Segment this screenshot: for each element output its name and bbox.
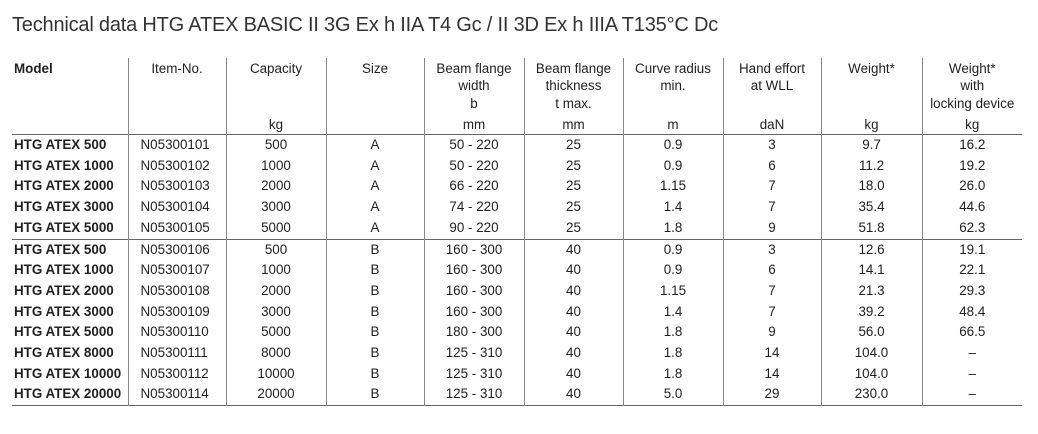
page-title: Technical data HTG ATEX BASIC II 3G Ex h IIA T4 Gc / II 3D Ex h IIIA T135°C Dc [12,14,719,36]
hand-effort-cell: 3 [723,239,821,260]
hand-effort-cell: 6 [723,260,821,281]
item-no-cell: N05300101 [128,135,226,156]
header-weight: Weight* kg [821,58,922,135]
size-cell: B [326,302,424,323]
item-no-cell: N05300106 [128,239,226,260]
hand-effort-cell: 29 [723,384,821,405]
capacity-cell: 5000 [226,322,326,343]
model-cell: HTG ATEX 1000 [14,157,114,173]
weight-locking-cell: 26.0 [922,176,1022,197]
curve-radius-cell: 1.15 [623,281,723,302]
weight-locking-cell: 19.1 [922,239,1022,260]
model-cell: HTG ATEX 500 [14,137,107,152]
flange-thickness-cell: 25 [524,218,623,239]
capacity-cell: 3000 [226,302,326,323]
capacity-cell: 1000 [226,156,326,177]
header-item-no: Item-No. [128,58,226,135]
weight-locking-cell: 22.1 [922,260,1022,281]
model-cell: HTG ATEX 10000 [14,365,122,381]
model-cell: HTG ATEX 8000 [14,345,114,361]
hand-effort-cell: 7 [723,197,821,218]
weight-cell: 51.8 [821,218,922,239]
weight-locking-cell: 66.5 [922,322,1022,343]
table-header-row [12,58,1022,135]
model-cell: HTG ATEX 5000 [14,324,114,340]
hand-effort-cell: 9 [723,322,821,343]
flange-width-cell: 66 - 220 [424,176,524,197]
weight-locking-cell: 62.3 [922,218,1022,239]
weight-locking-cell: 29.3 [922,281,1022,302]
weight-locking-cell: 44.6 [922,197,1022,218]
item-no-cell: N05300112 [128,364,226,385]
weight-cell: 9.7 [821,135,922,156]
model-cell: HTG ATEX 5000 [14,219,114,235]
header-model: Model [14,61,53,76]
table-row [12,260,1022,281]
size-cell: B [326,343,424,364]
flange-width-cell: 50 - 220 [424,135,524,156]
table-row [12,322,1022,343]
capacity-cell: 500 [226,239,326,260]
size-cell: B [326,281,424,302]
model-cell: HTG ATEX 500 [14,241,107,257]
capacity-cell: 5000 [226,218,326,239]
item-no-cell: N05300110 [128,322,226,343]
curve-radius-cell: 1.8 [623,218,723,239]
hand-effort-cell: 14 [723,343,821,364]
weight-cell: 56.0 [821,322,922,343]
hand-effort-cell: 7 [723,176,821,197]
flange-thickness-cell: 40 [524,239,623,260]
table-row [12,302,1022,323]
capacity-cell: 2000 [226,176,326,197]
table-row [12,197,1022,218]
flange-thickness-cell: 40 [524,281,623,302]
weight-locking-cell: 48.4 [922,302,1022,323]
weight-cell: 230.0 [821,384,922,405]
item-no-cell: N05300105 [128,218,226,239]
weight-locking-cell: 19.2 [922,156,1022,177]
weight-cell: 104.0 [821,364,922,385]
hand-effort-cell: 7 [723,281,821,302]
curve-radius-cell: 1.4 [623,197,723,218]
size-cell: A [326,156,424,177]
flange-width-cell: 125 - 310 [424,343,524,364]
flange-thickness-cell: 25 [524,135,623,156]
flange-thickness-cell: 40 [524,322,623,343]
header-capacity: Capacity kg [226,58,326,135]
model-cell: HTG ATEX 3000 [14,199,114,215]
weight-cell: 35.4 [821,197,922,218]
weight-cell: 18.0 [821,176,922,197]
capacity-cell: 10000 [226,364,326,385]
flange-width-cell: 160 - 300 [424,281,524,302]
flange-width-cell: 160 - 300 [424,239,524,260]
table-body [12,135,1022,406]
table-row [12,364,1022,385]
header-hand-effort: Hand effort at WLL daN [723,58,821,135]
item-no-cell: N05300102 [128,156,226,177]
weight-locking-cell: – [922,343,1022,364]
capacity-cell: 3000 [226,197,326,218]
model-cell: HTG ATEX 3000 [14,303,114,319]
table-row [12,239,1022,260]
size-cell: A [326,176,424,197]
model-cell: HTG ATEX 2000 [14,282,114,298]
size-cell: B [326,239,424,260]
item-no-cell: N05300107 [128,260,226,281]
technical-data-table [12,58,1022,406]
weight-locking-cell: – [922,364,1022,385]
table-row [12,135,1022,156]
flange-width-cell: 74 - 220 [424,197,524,218]
item-no-cell: N05300108 [128,281,226,302]
weight-cell: 21.3 [821,281,922,302]
weight-cell: 39.2 [821,302,922,323]
flange-width-cell: 90 - 220 [424,218,524,239]
flange-width-cell: 160 - 300 [424,260,524,281]
flange-width-cell: 160 - 300 [424,302,524,323]
capacity-cell: 500 [226,135,326,156]
size-cell: A [326,135,424,156]
item-no-cell: N05300109 [128,302,226,323]
header-beam-flange-width: Beam flange width b mm [424,58,524,135]
size-cell: B [326,364,424,385]
size-cell: B [326,384,424,405]
curve-radius-cell: 1.8 [623,343,723,364]
curve-radius-cell: 0.9 [623,156,723,177]
header-weight-locking: Weight* with locking device kg [922,58,1022,135]
header-size: Size [326,58,424,135]
table-row [12,384,1022,405]
item-no-cell: N05300103 [128,176,226,197]
curve-radius-cell: 0.9 [623,239,723,260]
flange-thickness-cell: 40 [524,260,623,281]
weight-cell: 11.2 [821,156,922,177]
model-cell: HTG ATEX 1000 [14,262,114,278]
table-row [12,176,1022,197]
flange-thickness-cell: 25 [524,197,623,218]
flange-thickness-cell: 40 [524,302,623,323]
hand-effort-cell: 7 [723,302,821,323]
curve-radius-cell: 1.8 [623,364,723,385]
curve-radius-cell: 1.15 [623,176,723,197]
weight-locking-cell: – [922,384,1022,405]
item-no-cell: N05300111 [128,343,226,364]
flange-thickness-cell: 25 [524,156,623,177]
model-cell: HTG ATEX 20000 [14,386,122,402]
curve-radius-cell: 5.0 [623,384,723,405]
header-curve-radius: Curve radius min. m [623,58,723,135]
table-row [12,343,1022,364]
flange-thickness-cell: 40 [524,384,623,405]
capacity-cell: 8000 [226,343,326,364]
header-beam-flange-thickness: Beam flange thickness t max. mm [524,58,623,135]
capacity-cell: 1000 [226,260,326,281]
size-cell: A [326,218,424,239]
flange-width-cell: 180 - 300 [424,322,524,343]
weight-cell: 104.0 [821,343,922,364]
flange-width-cell: 50 - 220 [424,156,524,177]
hand-effort-cell: 6 [723,156,821,177]
hand-effort-cell: 14 [723,364,821,385]
curve-radius-cell: 0.9 [623,260,723,281]
capacity-cell: 20000 [226,384,326,405]
table-row [12,156,1022,177]
flange-thickness-cell: 25 [524,176,623,197]
flange-thickness-cell: 40 [524,343,623,364]
capacity-cell: 2000 [226,281,326,302]
flange-width-cell: 125 - 310 [424,364,524,385]
item-no-cell: N05300104 [128,197,226,218]
curve-radius-cell: 1.4 [623,302,723,323]
weight-locking-cell: 16.2 [922,135,1022,156]
size-cell: A [326,197,424,218]
table-row [12,281,1022,302]
item-no-cell: N05300114 [128,384,226,405]
table-row [12,218,1022,239]
weight-cell: 14.1 [821,260,922,281]
flange-width-cell: 125 - 310 [424,384,524,405]
size-cell: B [326,260,424,281]
model-cell: HTG ATEX 2000 [14,178,114,194]
flange-thickness-cell: 40 [524,364,623,385]
hand-effort-cell: 3 [723,135,821,156]
curve-radius-cell: 1.8 [623,322,723,343]
weight-cell: 12.6 [821,239,922,260]
hand-effort-cell: 9 [723,218,821,239]
size-cell: B [326,322,424,343]
curve-radius-cell: 0.9 [623,135,723,156]
